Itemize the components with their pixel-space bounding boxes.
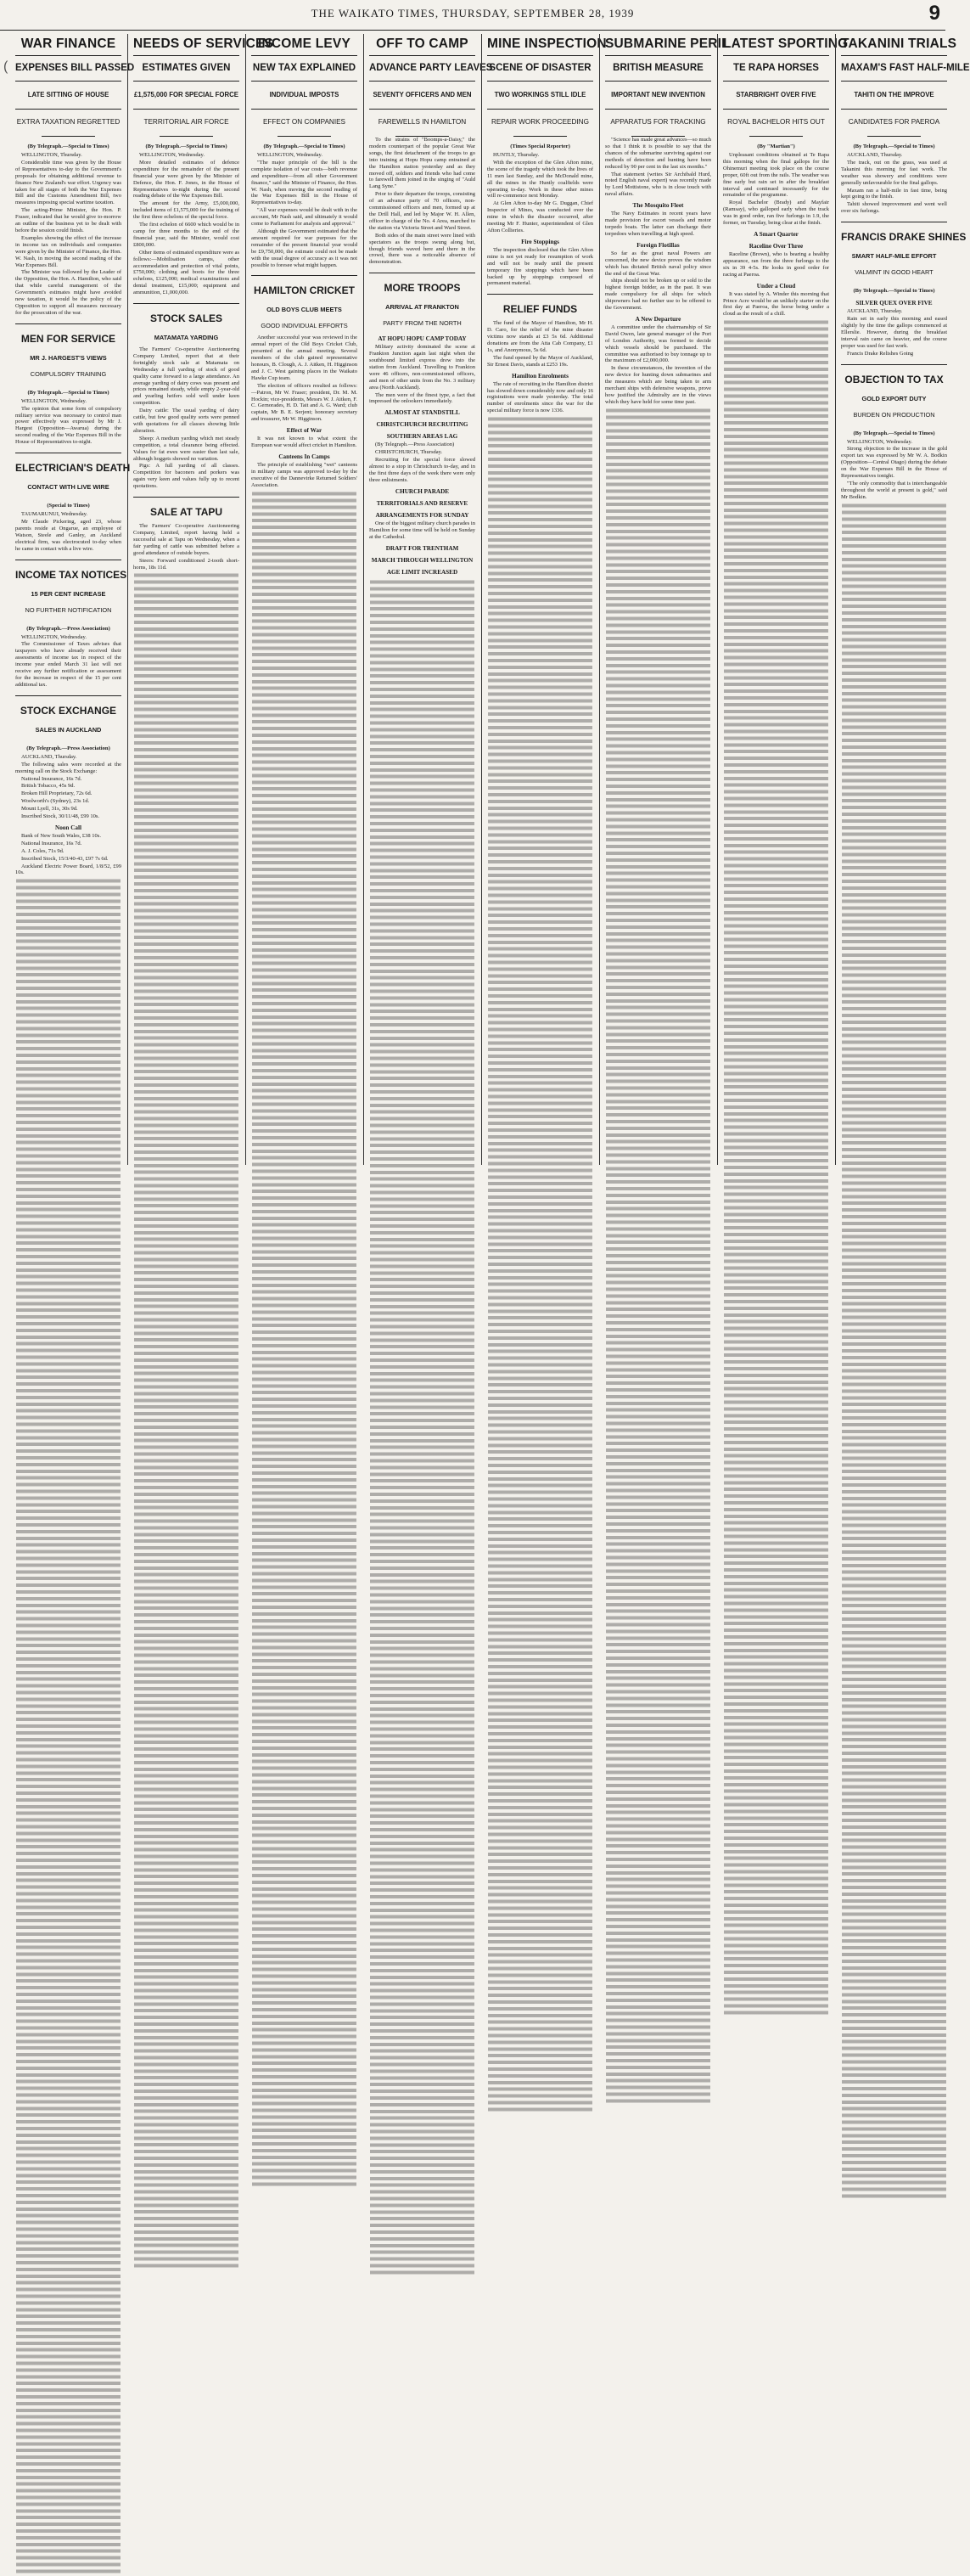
column-headline: TAKANINI TRIALS [841, 34, 947, 56]
section-subhead: Foreign Flotillas [636, 241, 680, 249]
body-paragraph: Raceline (Brown), who is bearing a healthy appearance, ran from the three furlongs to the six in 39 4-5s. He looks in good order for racing at Paeroa. [723, 250, 829, 278]
continued-text-lines [724, 319, 828, 2017]
body-paragraph: Another successful year was reviewed in the annual report of the Old Boys Cricket Club, presented at the annual meeting. Several members of the club gained representative honours, B. Clough, A. J. Aitken, H. Higginson and J. C. West gaining places in the Waikato Hawke Cup team. [251, 335, 357, 381]
article-headline: OBJECTION TO TAX [841, 364, 947, 391]
column-deck-secondary: APPARATUS FOR TRACKING [610, 118, 706, 126]
body-paragraph: Mount Lyell, 31s, 30s 9d. [21, 806, 78, 813]
section-subhead: SILVER QUEX OVER FIVE [855, 300, 933, 307]
body-paragraph: Recruiting for the special force slowed almost to a stop in Christchurch to-day, and in the first three days of the week there were only three enlistments. [369, 457, 475, 483]
byline: (By Telegraph.—Special to Times) [145, 143, 227, 149]
body-paragraph: HUNTLY, Thursday. [493, 152, 540, 158]
body-paragraph: CHRISTCHURCH, Thursday. [375, 449, 443, 456]
body-paragraph: Sheep: A medium yarding which met steady competition, a total clearance being effected. Values for fat ewes were easier than last sale, although hoggets showed no variation. [133, 435, 239, 462]
body-paragraph: Mr Claude Pickering, aged 23, whose parents reside at Ongarue, an employee of Watson, Steele and Ganley, an Auckland electrical firm, was electrocuted to-day when he came in contact with a live wire. [15, 519, 121, 552]
body-paragraph: WELLINGTON, Wednesday. [21, 397, 87, 404]
body-paragraph: The fund of the Mayor of Hamilton, Mr H. D. Caro, for the relief of the mine disaster victims now stands at £3 5s 6d. Additional donations are from the Atta Cab Company, £1 1s, and Anonymous, 5s 6d. [487, 320, 593, 353]
column-deck: IMPORTANT NEW INVENTION [605, 82, 711, 110]
column-4 [366, 34, 493, 1165]
body-paragraph: Rain set in early this morning and eased slightly by the time the gallops commenced at Ellerslie. However, during the breakfast interval rain came on heavier, and the course proper was used for fast work. [841, 316, 947, 349]
body-paragraph: It was not known to what extent the European war would affect cricket in Hamilton. [251, 436, 357, 449]
article-deck: GOOD INDIVIDUAL EFFORTS [261, 322, 348, 330]
masthead-title: THE WAIKATO TIMES, THURSDAY, SEPTEMBER 28, 1939 [311, 7, 635, 20]
column-subheadline: ESTIMATES GIVEN [133, 56, 239, 82]
column-rule [835, 34, 836, 1165]
column-subheadline: NEW TAX EXPLAINED [251, 56, 357, 82]
body-paragraph: WELLINGTON, Wednesday. [139, 152, 205, 158]
body-paragraph: Pigs: A full yarding of all classes. Competition for baconers and porkers was again very keen and values fully up to recent quotations. [133, 463, 239, 490]
byline: (By Telegraph.—Special to Times) [263, 143, 345, 149]
article-headline: MEN FOR SERVICE [15, 323, 121, 350]
body-paragraph: "All war expenses would be dealt with in the account, Mr Nash said, and ultimately it would come to Parliament for analysis and approval." [251, 207, 357, 228]
byline: (By Telegraph.—Special to Times) [853, 143, 935, 149]
column-headline: WAR FINANCE [15, 34, 121, 56]
section-subhead: Hamilton Enrolments [512, 372, 569, 380]
column-deck: SEVENTY OFFICERS AND MEN [369, 82, 475, 110]
body-paragraph: National Insurance, 16s 7d. [21, 775, 82, 782]
article-headline: SALE AT TAPU [133, 497, 239, 523]
section-subhead: Canteens In Camps [278, 453, 330, 460]
body-paragraph: Auckland Electric Power Board, 1/8/52, £99 10s. [15, 863, 121, 876]
column-rule [599, 34, 600, 1165]
column-subheadline: MAXAM'S FAST HALF-MILE [841, 56, 947, 82]
body-paragraph: Broken Hill Proprietary, 72s 6d. [21, 790, 93, 797]
section-subhead: Noon Call [55, 824, 81, 831]
body-paragraph: Dairy cattle: The usual yarding of dairy cattle, but few good quality sorts were penned with quotations for all classes showing little alteration. [133, 408, 239, 434]
column-subheadline: BRITISH MEASURE [605, 56, 711, 82]
body-paragraph: The Commissioner of Taxes advises that taxpayers who have already received their assessments of income tax in respect of the income year ended March 31 last will not receive any further notification or assessment for the increase in respect of the 15 per cent additional tax. [15, 641, 121, 688]
article-subheadline: 15 PER CENT INCREASE [31, 589, 106, 598]
body-paragraph: "The major principle of the bill is the complete isolation of war costs—both revenue and expenditure—from all other Government finance," said the Minister of Finance, the Hon. W. Nash, when moving the second reading of the War Expenses Bill in the House of Representatives to-day. [251, 159, 357, 206]
article-headline: INCOME TAX NOTICES [15, 560, 121, 586]
column-deck-secondary: EXTRA TAXATION REGRETTED [16, 118, 121, 126]
continued-text-lines [606, 408, 710, 2106]
article-headline: HAMILTON CRICKET [251, 275, 357, 301]
continued-text-lines [488, 416, 592, 2114]
body-paragraph: Military activity dominated the scene at Frankton Junction again last night when the southbound limited express drew into the station from Auckland. Travelling to Frankton were 46 officers, non-commissioned officers, and men of other units from the No. 3 military area (North Auckland). [369, 344, 475, 391]
byline: (By Telegraph.—Special to Times) [27, 389, 109, 396]
section-subhead: CHURCH PARADE [395, 487, 450, 495]
body-paragraph: With the exception of the Glen Afton mine, the scene of the tragedy which took the lives of 11 men last Sunday, and the McDonald mine, all the mines in the Huntly coalfields were operating to-day. Work in these other mines will re-commence next Monday. [487, 159, 593, 200]
body-paragraph: In these circumstances, the invention of the new device for hunting down submarines and the measures which are being taken to arm merchant ships with defensive weapons, prove how justified the Admiralty are in the views which they have held for some time past. [605, 365, 711, 405]
section-subhead: MARCH THROUGH WELLINGTON [371, 556, 474, 564]
article-subheadline: OLD BOYS CLUB MEETS [266, 306, 342, 314]
body-paragraph: National Insurance, 16s 7d. [21, 840, 82, 846]
column-rule [481, 34, 482, 1165]
continued-text-lines [842, 503, 946, 2201]
article-headline: STOCK SALES [133, 303, 239, 329]
section-subhead: The Mosquito Fleet [632, 202, 684, 210]
column-deck: INDIVIDUAL IMPOSTS [251, 82, 357, 110]
body-paragraph: The men were of the finest type, a fact that impressed the onlookers immediately. [369, 391, 475, 405]
body-paragraph: A. J. Coles, 71s 9d. [21, 847, 64, 854]
article-headline: ELECTRICIAN'S DEATH [15, 453, 121, 479]
column-deck-secondary: ROYAL BACHELOR HITS OUT [727, 118, 825, 126]
body-paragraph: The following sales were recorded at the morning call on the Stock Exchange: [15, 761, 121, 774]
byline: (By Telegraph.—Special to Times) [853, 288, 935, 295]
body-paragraph: (By Telegraph.—Press Association) [375, 442, 455, 448]
column-rule [127, 34, 128, 1165]
column-2 [130, 34, 274, 1165]
column-deck-secondary: TERRITORIAL AIR FORCE [143, 118, 229, 126]
column-deck-secondary: FAREWELLS IN HAMILTON [378, 118, 467, 126]
section-subhead: Raceline Over Three [749, 242, 804, 250]
article-headline: STOCK EXCHANGE [15, 695, 121, 722]
body-paragraph: Royal Bachelor (Brady) and Mayfair (Ramsay), who galloped early when the track was in good order, ran five furlongs in 1.9, the former, on Tuesday, being clear at the finish. [723, 200, 829, 227]
section-subhead: AT HOPU HOPU CAMP TODAY [378, 335, 467, 343]
margin-mark: ( [3, 59, 8, 74]
body-paragraph: AUCKLAND, Thursday. [847, 152, 903, 158]
section-subhead: Under a Cloud [756, 282, 796, 290]
article-deck: COMPULSORY TRAINING [30, 369, 107, 378]
article-deck: NO FURTHER NOTIFICATION [25, 605, 112, 614]
continued-text-lines [252, 491, 356, 2189]
body-paragraph: WELLINGTON, Wednesday. [847, 438, 912, 445]
section-subhead: Fire Stoppings [521, 238, 559, 245]
column-5 [484, 34, 607, 1165]
column-headline: INCOME LEVY [251, 34, 357, 56]
section-subhead: ALMOST AT STANDSTILL [384, 409, 460, 417]
body-paragraph: Other items of estimated expenditure were as follows:—Mobilisation camps, other accommodation and protection of vital points, £750,000; clothing and boots for the three echelons, £125,000; medical examinations and dental treatment, £15,000; equipment and ammunition, £1,000,000. [133, 249, 239, 296]
column-subheadline: SCENE OF DISASTER [487, 56, 593, 82]
byline: (Times Special Reporter) [510, 143, 570, 149]
column-subheadline: EXPENSES BILL PASSED [15, 56, 121, 82]
article-headline: MORE TROOPS [369, 273, 475, 299]
column-deck: TAHITI ON THE IMPROVE [841, 82, 947, 110]
body-paragraph: Inscribed Stock, 30/11/48, £99 10s. [21, 813, 100, 820]
continued-text-lines [16, 878, 121, 2576]
article-deck: BURDEN ON PRODUCTION [853, 410, 935, 419]
body-paragraph: The Navy Estimates in recent years have made provision for escort vessels and motor torpedo boats. The latter can discharge their torpedoes when travelling at high speed. [605, 211, 711, 237]
body-paragraph: Inscribed Stock, 15/3/40-43, £97 7s 6d. [21, 855, 109, 862]
article-subheadline: SMART HALF-MILE EFFORT [851, 252, 937, 261]
byline: (By Telegraph.—Press Association) [26, 625, 110, 632]
body-paragraph: WELLINGTON, Wednesday. [21, 633, 87, 640]
column-subheadline: TE RAPA HORSES [723, 56, 829, 82]
body-paragraph: The election of officers resulted as follows:—Patron, Mr W. Fraser; president, Dr. M. M. Hockin; vice-presidents, Messrs W. J. Aitken, F. C. Gernorades, H. D. Tait and A. G. Ward; club captain, Mr B. E. Serjent; honorary secretary and treasurer, Mr W. Higginson. [251, 382, 357, 423]
column-7 [720, 34, 849, 1165]
column-rule [245, 34, 246, 1165]
body-paragraph: TAUMARUNUI, Wednesday. [21, 511, 88, 518]
body-paragraph: The amount for the Army, £5,000,000, included items of £1,575,000 for the training of the first three echelons of the special force. [133, 200, 239, 221]
body-paragraph: Both sides of the main street were lined with spectators as the troops swung along but, though friends waved here and there in the crowd, there was a noticeable absence of demonstration. [369, 232, 475, 266]
column-headline: SUBMARINE PERIL [605, 34, 711, 56]
body-paragraph: Tahiti showed improvement and went well over six furlongs. [841, 201, 947, 215]
column-rule [717, 34, 718, 1165]
body-paragraph: The acting-Prime Minister, the Hon. P. Fraser, indicated that he would give to-morrow an outline of the business yet to be dealt with before the session could finish. [15, 207, 121, 233]
body-paragraph: A committee under the chairmanship of Sir David Owen, late general manager of the Port of London Authority, was formed to decide which vessels should be purchased. The committee was authorised to buy tonnage up to the maximum of £2,000,000. [605, 323, 711, 364]
body-paragraph: WELLINGTON, Wednesday. [257, 152, 322, 158]
body-paragraph: So far as the great naval Powers are concerned, the new device proves the wisdom which has dictated British naval policy since the end of the Great War. [605, 250, 711, 277]
column-rule [363, 34, 364, 1165]
section-subhead: TERRITORIALS AND RESERVE [376, 499, 468, 507]
article-subheadline: SALES IN AUCKLAND [35, 725, 102, 734]
section-subhead: A New Departure [635, 315, 681, 323]
article-subheadline: MR J. HARGEST'S VIEWS [30, 353, 107, 362]
continued-text-lines [370, 579, 474, 2277]
column-deck-secondary: EFFECT ON COMPANIES [262, 118, 346, 126]
masthead [0, 0, 945, 31]
article-deck: PARTY FROM THE NORTH [383, 319, 462, 328]
column-deck: STARBRIGHT OVER FIVE [723, 82, 829, 110]
article-subheadline: MATAMATA YARDING [154, 334, 219, 342]
body-paragraph: British Tobacco, 45s 9d. [21, 783, 76, 790]
section-subhead: SOUTHERN AREAS LAG [386, 433, 458, 441]
continued-text-lines [134, 572, 238, 2270]
body-paragraph: Considerable time was given by the House of Representatives to-day to the Government's proposals for obtaining additional revenue to finance New Zealand's war effort. Urgency was taken for all stages of both the War Expenses Bill and the Customs Amendment Bill, two measures imposing special wartime taxation. [15, 159, 121, 206]
body-paragraph: The fund opened by the Mayor of Auckland, Sir Ernest Davis, stands at £253 19s. [487, 354, 593, 368]
column-3 [248, 34, 361, 1165]
section-subhead: DRAFT FOR TRENTHAM [385, 544, 459, 552]
article-headline: FRANCIS DRAKE SHINES [841, 222, 947, 248]
body-paragraph: Woolworth's (Sydney), 23s 1d. [21, 798, 90, 805]
body-paragraph: The track, out on the grass, was used at Takanini this morning for fast work. The weather was showery and conditions were generally unfavourable for the final gallops. [841, 159, 947, 186]
body-paragraph: That statement (writes Sir Archibald Hurd, noted English naval expert) was recently made by Lord Mottistone, who is in close touch with naval affairs. [605, 171, 711, 198]
article-subheadline: GOLD EXPORT DUTY [861, 394, 927, 402]
column-headline: OFF TO CAMP [369, 34, 475, 56]
body-paragraph: AUCKLAND, Thursday. [847, 308, 903, 315]
page-number: 9 [928, 2, 940, 25]
column-1 [12, 34, 135, 1165]
body-paragraph: Bank of New South Wales, £38 10s. [21, 832, 101, 839]
body-paragraph: At Glen Afton to-day Mr G. Duggan, Chief Inspector of Mines, was conducted over the mine in which the disaster occurred, after meeting Mr F. Hunter, superintendent of Glen Afton Collieries. [487, 200, 593, 233]
section-subhead: AGE LIMIT INCREASED [386, 568, 458, 576]
byline: (By Telegraph.—Special to Times) [27, 143, 109, 149]
body-paragraph: "Science has made great advances—so much so that I think it is possible to say that the chances of the submarine surviving against our methods of detection and hunting have been reduced by 90 per cent in the last six months." [605, 137, 711, 170]
body-paragraph: The rate of recruiting in the Hamilton district has slowed down considerably now and only 16 registrations were made yesterday. The total number of enrolments since the war for the special military force is now 1336. [487, 380, 593, 414]
article-subheadline: CONTACT WITH LIVE WIRE [27, 483, 109, 492]
byline: (By Telegraph.—Special to Times) [853, 430, 935, 436]
body-paragraph: Steers: Forward conditioned 2-tooth short-horns, 18s 11d. [133, 557, 239, 571]
column-headline: MINE INSPECTION [487, 34, 593, 56]
byline: (By Telegraph.—Press Association) [26, 745, 110, 751]
body-paragraph: Prior to their departure the troops, consisting of an advance party of 70 officers, non-commissioned officers and men, formed up at the Drill Hall, and led by Major W. H. Allen, officer in charge of the No. 4 Area, marched to the station via Victoria Street and Ward Street. [369, 191, 475, 231]
column-headline: NEEDS OF SERVICES [133, 34, 239, 56]
section-subhead: ARRANGEMENTS FOR SUNDAY [375, 511, 469, 519]
column-6 [602, 34, 730, 1165]
section-subhead: Effect of War [286, 427, 322, 435]
body-paragraph: Examples showing the effect of the increase in income tax on individuals and companies were given by the Minister of Finance, the Hon. W. Nash, in moving the second reading of the War Expenses Bill. [15, 234, 121, 268]
body-paragraph: The principle of establishing "wet" canteens in military camps was approved to-day by the executive of the Dannevirke Returned Soldiers' Association. [251, 462, 357, 488]
body-paragraph: Maxam ran a half-mile in fast time, being kept going to the finish. [841, 187, 947, 200]
body-paragraph: More detailed estimates of defence expenditure for the remainder of the present financial year were given by the Minister of Defence, the Hon. F. Jones, in the House of Representatives to-night during the second reading debate of the War Expenses Bill. [133, 159, 239, 200]
column-deck: LATE SITTING OF HOUSE [15, 82, 121, 110]
body-paragraph: ships should not be broken up or sold to the highest foreign bidder, as in the past. It was made compulsory for all ships for which shipowners had no further use to be offered to the Government. [605, 278, 711, 312]
body-paragraph: Francis Drake Relishes Going [847, 350, 914, 357]
column-8 [838, 34, 970, 1165]
column-deck-secondary: CANDIDATES FOR PAEROA [848, 118, 940, 126]
body-paragraph: The Minister was followed by the Leader of the Opposition, the Hon. A. Hamilton, who said that while careful management of the Government's estimates might have avoided new taxation, it would be the policy of the Opposition to support all measures necessary for the prosecution of the war. [15, 269, 121, 316]
body-paragraph: Although the Government estimated that the amount required for war purposes for the remainder of the present financial year would be £9,750,000, the estimate could not be made with the usual degree of accuracy as it was not possible to foresee what might happen. [251, 228, 357, 268]
body-paragraph: The inspection disclosed that the Glen Afton mine is not yet ready for resumption of work and will not be ready until the present temporary fire stoppings which have been backed up by stoppings composed of permanent material. [487, 246, 593, 287]
body-paragraph: Unpleasant conditions obtained at Te Rapa this morning when the final gallops for the Ohinemuri meeting took place on the course proper, 60ft out from the rails. The weather was fine early but rain set in after the breakfast interval and continued incessantly for the remainder of the programme. [723, 152, 829, 199]
section-subhead: A Smart Quarter [754, 230, 799, 238]
article-subheadline: ARRIVAL AT FRANKTON [385, 303, 459, 312]
byline: (Special to Times) [47, 503, 90, 509]
column-headline: LATEST SPORTING [723, 34, 829, 56]
body-paragraph: AUCKLAND, Thursday. [21, 753, 77, 760]
body-paragraph: It was stated by A. Winder this morning that Prince Acre would be an unlikely starter on the first day at Paeroa, the horse being under a cloud as the result of a chill. [723, 290, 829, 318]
column-deck: £1,575,000 FOR SPECIAL FORCE [133, 82, 239, 110]
body-paragraph: Strong objection to the increase in the gold export tax was expressed by Mr W. A. Bodkin (Opposition—Central Otago) during the debate on the War Expenses Bill in the House of Representatives tonight. [841, 446, 947, 480]
section-subhead: CHRISTCHURCH RECRUITING [376, 421, 468, 429]
body-paragraph: "The only commodity that is interchangeable throughout the world at present is gold," said Mr Bodkin. [841, 480, 947, 500]
body-paragraph: WELLINGTON, Thursday. [21, 152, 82, 158]
column-deck-secondary: REPAIR WORK PROCEEDING [491, 118, 589, 126]
article-headline: RELIEF FUNDS [487, 294, 593, 320]
column-deck: TWO WORKINGS STILL IDLE [487, 82, 593, 110]
body-paragraph: The first echelon of 6600 which would be in camp for three months to the end of the financial year, said the Minister, would cost £800,000. [133, 222, 239, 248]
body-paragraph: One of the biggest military church parades in Hamilton for some time will be held on Sunday at the Cathedral. [369, 520, 475, 540]
column-subheadline: ADVANCE PARTY LEAVES [369, 56, 475, 82]
body-paragraph: The opinion that some form of compulsory military service was necessary to control man power effectively was expressed by Mr J. Hargest (Opposition—Awarua) during the second reading of the War Expenses Bill in the House of Representatives to-night. [15, 405, 121, 446]
byline: (By "Martian") [757, 143, 795, 149]
body-paragraph: The Farmers' Co-operative Auctioneering Company Limited, report that at their fortnightly stock sale at Matamata on Wednesday a full yarding of stock of good quality came forward to a large attendance. An average yarding of dairy cows was present and prices remained steady, while empty 2-year-old and yearling heifers sold well under keen competition. [133, 346, 239, 407]
body-paragraph: The Farmers' Co-operative Auctioneering Company, Limited, report having held a successful sale at Tapu on Wednesday, when a fair yarding of cattle was submitted before a good attendance of outside buyers. [133, 523, 239, 556]
body-paragraph: To the strains of "Boomps-a-Daisy," the modern counterpart of the popular Great War songs, the first detachment of the troops to go into training at Hopu Hopu camp entrained at the Hamilton station yesterday and as they moved off, soldiers and friends who had come to farewell them joined in the singing of "Auld Lang Syne." [369, 137, 475, 190]
article-deck: VALMINT IN GOOD HEART [855, 268, 934, 277]
